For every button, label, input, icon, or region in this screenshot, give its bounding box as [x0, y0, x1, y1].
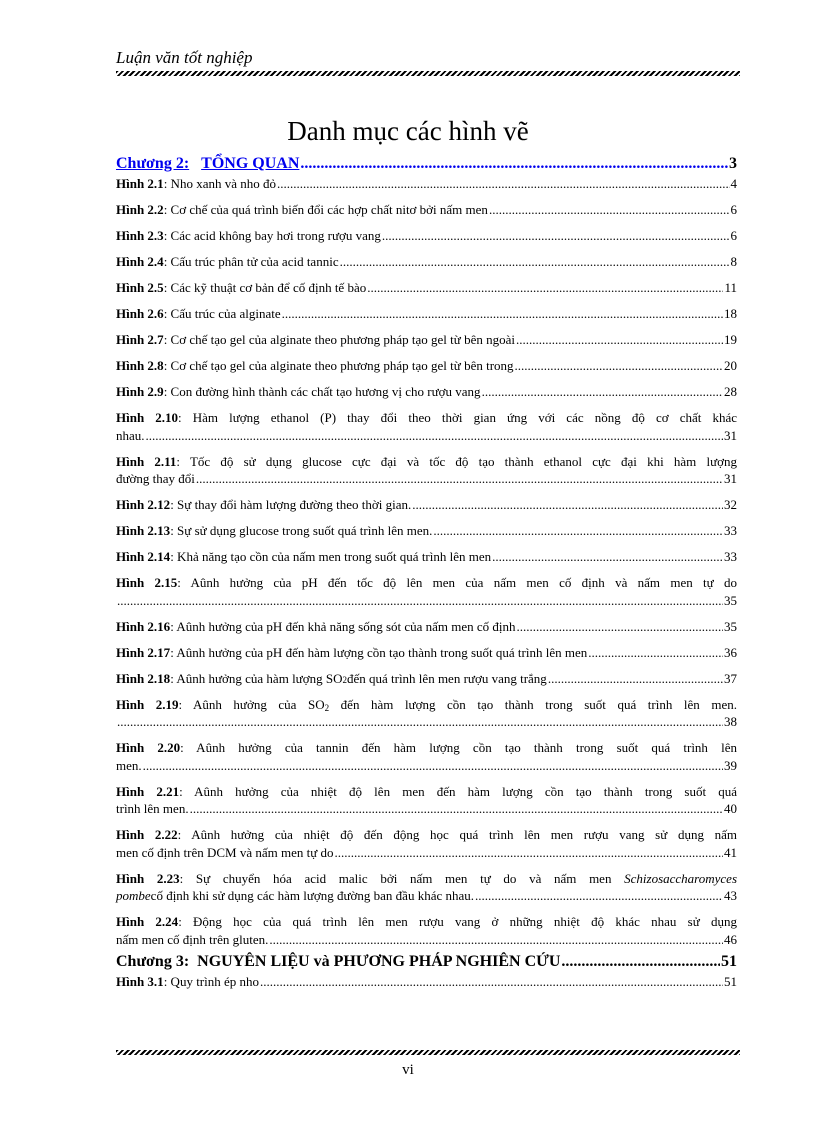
dot-leader — [382, 227, 730, 245]
page-number: 31 — [724, 427, 737, 443]
page-number: 11 — [724, 280, 737, 295]
figure-label: Hình 2.20 — [116, 740, 181, 755]
dot-leader — [146, 427, 723, 445]
figure-label: Hình 2.12 — [116, 497, 171, 512]
figure-caption: : Aûnh hưởng của nhiệt độ lên men đến hàm lượng cồn tạo thành trong suốt quá — [179, 783, 737, 799]
figure-caption: : Cơ chế tạo gel của alginate theo phương pháp tạo gel từ bên ngoài — [163, 332, 515, 347]
page-number: 6 — [730, 228, 737, 243]
page-number: 51 — [721, 953, 737, 970]
figure-label: Hình 2.21 — [116, 783, 180, 799]
toc-entry[interactable] — [116, 409, 737, 444]
page-number: 33 — [724, 523, 737, 538]
page-title: Danh mục các hình vẽ — [287, 116, 529, 146]
page-number-footer: vi — [402, 1062, 414, 1078]
figure-caption: : Aûnh hưởng của pH đến khả năng sống sót của nấm men cố định — [170, 618, 516, 634]
dot-leader — [282, 305, 723, 323]
page-number: 51 — [724, 974, 737, 989]
figure-label: Hình 2.15 — [116, 575, 178, 590]
figure-caption: : Các acid không bay hơi trong rượu vang — [163, 228, 381, 243]
page-number: 35 — [724, 618, 737, 634]
toc-entry[interactable] — [116, 548, 737, 566]
toc-entry[interactable] — [116, 870, 737, 905]
page-number: 40 — [724, 801, 737, 816]
chapter-title: TỔNG QUAN — [201, 155, 300, 172]
figure-caption: : Cấu trúc phân tử của acid tannic — [163, 254, 339, 269]
dot-leader — [335, 844, 723, 862]
figure-label: Hình 2.14 — [116, 549, 171, 564]
dot-leader — [548, 670, 723, 688]
document-header: Luận văn tốt nghiệp — [116, 48, 253, 67]
toc-entry[interactable] — [116, 696, 737, 731]
footer-divider — [116, 1050, 740, 1055]
page-number: 41 — [724, 844, 737, 860]
figure-caption: : Khả năng tạo cồn của nấm men trong suốt quá trình lên men — [170, 549, 492, 564]
dot-leader — [117, 592, 723, 610]
figure-label: Hình 2.24 — [116, 914, 179, 929]
figure-label: Hình 2.11 — [116, 453, 177, 469]
figure-caption-cont: men. — [116, 757, 142, 773]
page-number: 33 — [724, 549, 737, 564]
toc-entry[interactable] — [116, 496, 737, 514]
toc-entry[interactable] — [116, 522, 737, 540]
page-number: 36 — [724, 644, 737, 660]
dot-leader — [196, 470, 723, 488]
toc-entry[interactable] — [116, 383, 737, 401]
dot-leader — [517, 618, 723, 636]
figure-label: Hình 2.23 — [116, 870, 180, 886]
figure-caption-rest: đến quá trình lên men rượu vang trắng — [346, 670, 547, 686]
page-number: 43 — [724, 888, 737, 903]
figure-caption: : Động học của quá trình lên men rượu vang ở những nhiệt độ khác nhau sử dụng — [178, 914, 738, 929]
header-divider — [116, 71, 740, 76]
dot-leader — [260, 973, 723, 991]
figure-caption: : Các kỹ thuật cơ bản để cố định tế bào — [163, 280, 367, 295]
figure-label: Hình 2.17 — [116, 644, 171, 660]
page-number: 20 — [724, 358, 737, 373]
figure-caption: : Con đường hình thành các chất tạo hương vị cho rượu vang — [163, 384, 481, 399]
figure-label: Hình 2.5 — [116, 280, 164, 295]
figure-caption-cont: đường thay đổi — [116, 471, 195, 486]
toc-entry[interactable] — [116, 913, 737, 948]
dot-leader — [117, 713, 723, 731]
toc-entry[interactable] — [116, 201, 737, 219]
toc-entry[interactable] — [116, 253, 737, 271]
dot-leader — [277, 175, 730, 193]
chapter-label: Chương 2: — [116, 155, 190, 172]
figure-caption-cont: cố định khi sử dụng các hàm lượng đường ban đầu khác nhau. — [150, 888, 475, 903]
dot-leader — [515, 357, 723, 375]
toc-entry[interactable] — [116, 227, 737, 245]
dot-leader — [561, 952, 720, 972]
toc-entry[interactable] — [116, 826, 737, 861]
figure-caption: : Nho xanh và nho đỏ — [163, 176, 276, 191]
figure-caption: : Sự thay đổi hàm lượng đường theo thời gian. — [170, 497, 412, 512]
page-number: 3 — [729, 155, 737, 172]
figure-label: Hình 2.2 — [116, 202, 164, 217]
dot-leader — [340, 253, 730, 271]
dot-leader — [190, 800, 723, 818]
page-number: 35 — [724, 592, 737, 608]
dot-leader — [588, 644, 723, 662]
page-number: 32 — [724, 497, 737, 512]
figure-caption: : Aûnh hưởng của SO — [178, 696, 325, 712]
toc-entry[interactable] — [116, 973, 737, 991]
dot-leader — [482, 383, 723, 401]
figure-label: Hình 2.3 — [116, 228, 164, 243]
page-number: 8 — [730, 254, 737, 269]
figure-caption: : Cơ chế tạo gel của alginate theo phương pháp tạo gel từ bên trong — [163, 358, 514, 373]
figure-caption: : Aûnh hưởng của nhiệt độ đến động học quá trình lên men rượu vang sử dụng nấm — [177, 827, 738, 842]
toc-entry[interactable] — [116, 175, 737, 193]
figure-label: Hình 2.1 — [116, 176, 164, 191]
figure-caption: : Quy trình ép nho — [163, 974, 260, 989]
dot-leader — [489, 201, 730, 219]
page-number: 38 — [724, 714, 737, 729]
dot-leader — [143, 757, 723, 775]
figure-label: Hình 2.19 — [116, 696, 179, 712]
dot-leader — [492, 548, 723, 566]
figure-label: Hình 2.9 — [116, 384, 164, 399]
toc-chapter-3[interactable] — [116, 952, 737, 972]
figure-label: Hình 2.4 — [116, 254, 164, 269]
figure-caption: : Aûnh hưởng của pH đến tốc độ lên men của nấm men cố định và nấm men tự do — [177, 575, 737, 590]
figure-caption: : Aûnh hưởng của hàm lượng SO — [170, 670, 343, 686]
figure-caption-cont: nấm men cố định trên gluten. — [116, 931, 269, 947]
toc-entry[interactable] — [116, 783, 737, 818]
toc-entry[interactable] — [116, 644, 737, 662]
figure-caption: : Sự chuyển hóa acid malic bởi nấm men tự do và nấm men — [179, 870, 625, 886]
toc-entry[interactable] — [116, 739, 737, 774]
figure-label: Hình 2.13 — [116, 523, 171, 538]
chapter-title: NGUYÊN LIỆU và PHƯƠNG PHÁP NGHIÊN CỨU — [197, 953, 561, 970]
page-number: 6 — [730, 202, 737, 217]
dot-leader — [269, 931, 723, 949]
page-number: 18 — [724, 306, 737, 321]
toc-entry[interactable] — [116, 357, 737, 375]
dot-leader — [433, 522, 723, 540]
toc-entry[interactable] — [116, 453, 737, 488]
toc-chapter-2[interactable] — [116, 154, 737, 174]
figure-caption-rest: đến hàm lượng cồn tạo thành trong suốt quá trình lên men. — [329, 696, 737, 712]
figure-label: Hình 2.8 — [116, 358, 164, 373]
dot-leader — [516, 331, 723, 349]
figure-label: Hình 2.6 — [116, 306, 164, 321]
dot-leader — [475, 887, 723, 905]
figure-list — [116, 154, 737, 999]
page-number: 4 — [730, 176, 737, 191]
figure-caption-cont: nhau. — [116, 427, 145, 443]
page-number: 39 — [724, 757, 737, 773]
toc-entry[interactable] — [116, 618, 737, 636]
figure-label: Hình 2.18 — [116, 670, 171, 686]
figure-label: Hình 2.22 — [116, 827, 178, 842]
species-name: Schizosaccharomyces — [624, 870, 737, 886]
page-number: 37 — [724, 670, 737, 686]
page-number: 19 — [724, 332, 737, 347]
figure-caption: : Cơ chế của quá trình biến đổi các hợp chất nitơ bởi nấm men — [163, 202, 488, 217]
dot-leader — [300, 154, 728, 174]
page-number: 31 — [724, 471, 737, 486]
figure-label: Hình 2.10 — [116, 410, 179, 425]
figure-caption-cont: men cố định trên DCM và nấm men tự do — [116, 844, 334, 860]
figure-label: Hình 2.16 — [116, 618, 171, 634]
figure-caption-cont: trình lên men. — [116, 801, 189, 816]
dot-leader — [367, 279, 723, 297]
figure-caption: : Tốc độ sử dụng glucose cực đại và tốc độ tạo thành ethanol cực đại khi hàm lượng — [176, 453, 738, 469]
toc-entry[interactable] — [116, 279, 737, 297]
toc-entry[interactable]: Hình 2.18 : Aûnh hưởng của hàm lượng SO 2 đến quá trình lên men rượu vang trắng ..... 37 — [116, 670, 737, 688]
toc-entry[interactable] — [116, 574, 737, 609]
chapter-label: Chương 3: — [116, 953, 190, 970]
figure-caption: : Aûnh hưởng của pH đến hàm lượng cồn tạo thành trong suốt quá trình lên men — [170, 644, 588, 660]
species-name-cont: pombe — [116, 888, 151, 903]
figure-label: Hình 2.7 — [116, 332, 164, 347]
page-number: 28 — [724, 384, 737, 399]
figure-caption: : Hàm lượng ethanol (P) thay đổi theo thời gian ứng với các nồng độ cơ chất khác — [178, 410, 737, 425]
figure-caption: : Aûnh hưởng của tannin đến hàm lượng cồn tạo thành trong suốt quá trình lên — [180, 740, 737, 755]
toc-entry[interactable] — [116, 331, 737, 349]
subscript: 2 — [324, 702, 330, 713]
figure-caption: : Cấu trúc của alginate — [163, 306, 281, 321]
toc-entry[interactable] — [116, 305, 737, 323]
figure-caption: : Sự sử dụng glucose trong suốt quá trình lên men. — [170, 523, 433, 538]
figure-label: Hình 3.1 — [116, 974, 164, 989]
page-number: 46 — [724, 931, 737, 947]
dot-leader — [412, 496, 723, 514]
